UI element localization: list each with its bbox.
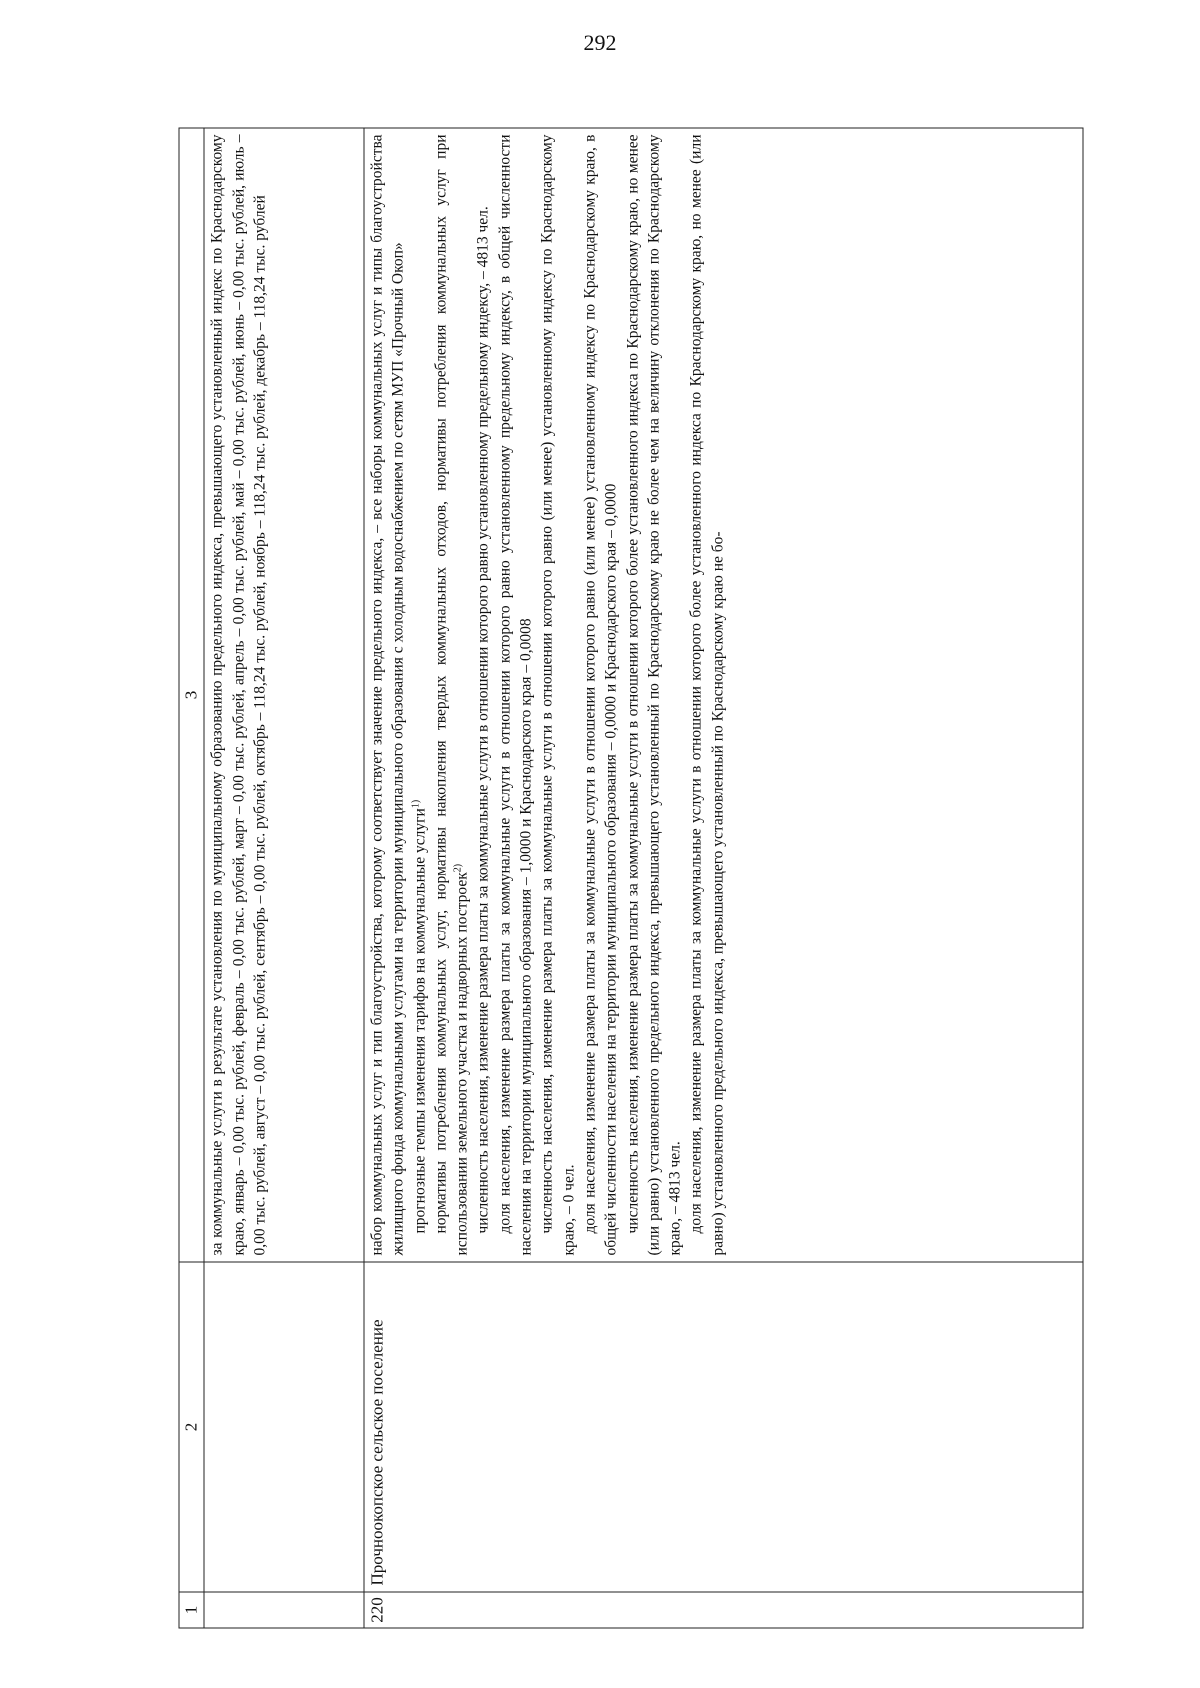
continuation-text: за коммунальные услуги в результате установления по муниципальному образованию предельного индекса, превышающего установленный индекс по Краснодарскому краю, январь – 0,00 тыс. рублей, февраль – 0,00 тыс. рублей, март – 0,00 тыс. рублей, апрель – 0,00 тыс. рублей, май – 0,00 тыс. рублей, июнь – 0,00 тыс. рублей, июль – 0,00 тыс. рублей, август – 0,00 тыс. рублей, сентябрь – 0,00 тыс. рублей, октябрь – 118,24 тыс. рублей, ноябрь – 118,24 тыс. рублей, декабрь – 118,24 тыс. рублей: [204, 128, 364, 1262]
rotated-table-container: [179, 129, 1084, 1629]
cell-empty-number: [204, 1592, 364, 1628]
share-more-index: доля населения, изменение размера платы за коммунальные услуги в отношении которого более установленного индекса по Краснодарскому краю, но менее (или равно) установленного предельного индекса, превышающего установленный по Краснодарскому краю не бо-: [687, 134, 727, 1256]
page-number: 292: [583, 30, 617, 55]
tariff-index-table: [179, 128, 1084, 1629]
table-row-continuation: [204, 128, 364, 1628]
column-header-3: 3: [179, 128, 204, 1262]
column-header-row: [179, 128, 204, 1628]
municipality-name: Прочноокопское сельское поселение: [364, 1262, 1083, 1592]
footnote-ref-2: 2): [452, 863, 464, 873]
tariff-rates-line: [409, 135, 430, 1256]
column-header-1: 1: [179, 1592, 204, 1628]
row-details: [364, 128, 1083, 1262]
column-header-2: 2: [179, 1262, 204, 1592]
footnote-ref-1: 1): [409, 799, 421, 809]
norms-line: [430, 135, 473, 1256]
population-more-index: численность населения, изменение размера платы за коммунальные услуги в отношении которого более установленного индекса по Краснодарскому краю, но менее (или равно) установленного предельного индекса, превышающего установленный по Краснодарскому краю не более чем на величину отклонения по Краснодарскому краю, – 4813 чел.: [624, 134, 684, 1256]
tariff-rates-text: прогнозные темпы изменения тарифов на коммунальные услуги: [411, 808, 429, 1234]
norms-text: нормативы потребления коммунальных услуг, нормативы накопления твердых коммунальных отходов, нормативы потребления коммунальных услуг при использовании земельного участка и надворных построек: [432, 134, 471, 1256]
share-equal-index: доля населения, изменение размера платы за коммунальные услуги в отношении которого равно установленному предельному индексу, в общей численности населения на территории муниципального образования – 1,0000 и Краснодарского края – 0,0008: [496, 134, 535, 1256]
share-less-index: доля населения, изменение размера платы за коммунальные услуги в отношении которого равно (или менее) установленному индексу по Краснодарскому краю, в общей численности населения на территории муниципального образования – 0,0000 и Краснодарского края – 0,0000: [581, 134, 620, 1256]
population-equal-index: численность населения, изменение размера платы за коммунальные услуги в отношении которого равно установленному предельному индексу, – 4813 чел.: [474, 206, 492, 1234]
set-of-services: набор коммунальных услуг и тип благоустройства, которому соответствует значение предельного индекса, – все наборы коммунальных услуг и типы благоустройства жилищного фонда коммунальными услугами на территории муниципального образования с холодным водоснабжением по сетям МУП «Прочный Окоп»: [368, 134, 407, 1256]
table-row-220: [364, 128, 1083, 1628]
population-less-index: численность населения, изменение размера платы за коммунальные услуги в отношении которого равно (или менее) установленному индексу по Краснодарскому краю, – 0 чел.: [538, 134, 578, 1256]
row-number: 220: [364, 1592, 1083, 1628]
cell-empty-name: [204, 1262, 364, 1592]
